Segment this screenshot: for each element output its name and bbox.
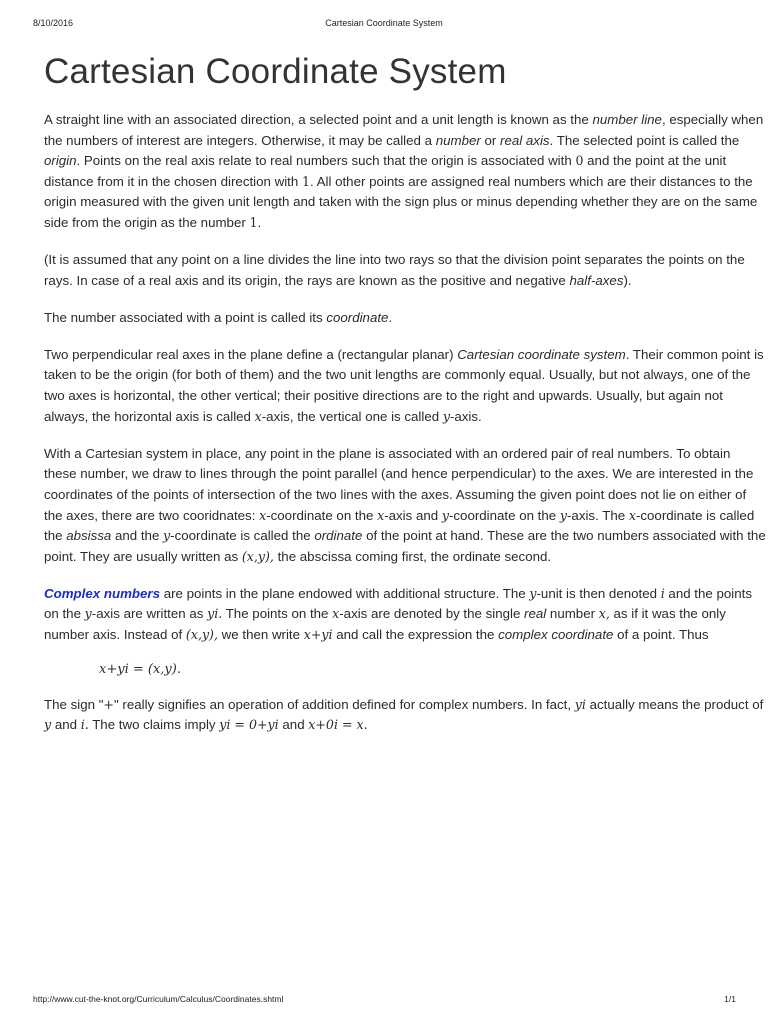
print-date: 8/10/2016: [33, 18, 74, 28]
paragraph-number-line: A straight line with an associated direction, a selected point and a unit length is known as the number line, especially when the numbers of interest are integers. Otherwise, it may be called a number or real axis. The selected point is called the origin. Points on the real axis relate to real numbers such that the origin is associated with 0 and the point at the unit distance from it in the chosen direction with 1. All other points are assigned real numbers which are their distances to the origin measured with the given unit length and taken with the sign plus or minus depending whether they are on the same side from the origin as the number 1.: [44, 112, 764, 230]
article-body: [44, 110, 766, 752]
paragraph-coordinate: The number associated with a point is called its coordinate.: [44, 309, 393, 325]
display-formula: x+yi = (x,y).: [99, 662, 181, 678]
paragraph-plus-sign: The sign "+" really signifies an operation of addition defined for complex numbers. In fact, yi actually means the product of y and i. The two claims imply yi = 0+yi and x+0i = x.: [44, 696, 764, 733]
print-page-number: 1/1: [724, 994, 736, 1004]
paragraph-half-axes: (It is assumed that any point on a line divides the line into two rays so that the division point separates the points on the rays. In case of a real axis and its origin, the rays are known as the positive and negative half-axes).: [44, 252, 745, 288]
paragraph-ordered-pair: With a Cartesian system in place, any point in the plane is associated with an ordered pair of real numbers. To obtain these number, we draw to lines through the point parallel (and hence perpendicular) to the axes. We are interested in the coordinates of the points of intersection of the two lines with the axes. Assuming the given point does not lie on either of the axes, there are two cooridnates: x-coordinate on the x-axis and y-coordinate on the y-axis. The x-coordinate is called the absissa and the y-coordinate is called the ordinate of the point at hand. These are the two numbers associated with the point. They are usually written as (x,y), the abscissa coming first, the ordinate second.: [44, 445, 766, 564]
complex-numbers-link[interactable]: Complex numbers: [44, 585, 161, 601]
print-footer-url: http://www.cut-the-knot.org/Curriculum/Calculus/Coordinates.shtml: [33, 994, 284, 1004]
paragraph-cartesian-system: Two perpendicular real axes in the plane define a (rectangular planar) Cartesian coordinate system. Their common point is taken to be the origin (for both of them) and the two unit lengths are commonly equal. Usually, but not always, one of the two axes is horizontal, the other vertical; their positive directions are to the right and upwards. Usually, but again not always, the horizontal axis is called x-axis, the vertical one is called y-axis.: [44, 346, 764, 424]
print-header-title: Cartesian Coordinate System: [325, 18, 443, 28]
page-title: Cartesian Coordinate System: [44, 52, 507, 91]
paragraph-complex-numbers: Complex numbers are points in the plane endowed with additional structure. The y-unit is then denoted i and the points on the y-axis are written as yi. The points on the x-axis are denoted by the single real number x, as if it was the only number axis. Instead of (x,y), we then write x+yi and call the expression the complex coordinate of a point. Thus: [44, 585, 752, 642]
